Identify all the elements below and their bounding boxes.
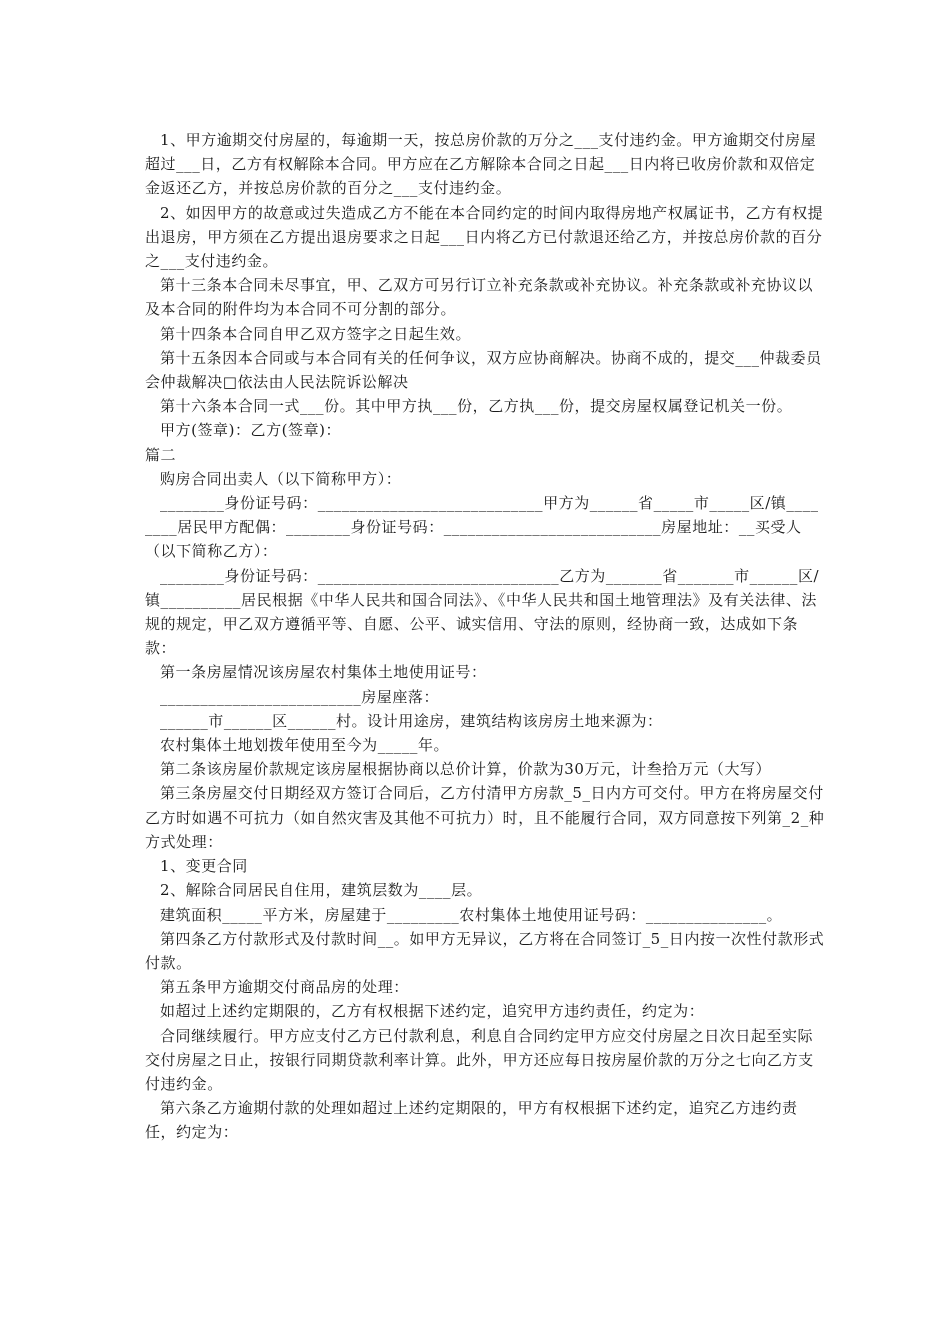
paragraph-article-3: 第三条房屋交付日期经双方签订合同后，乙方付清甲方房款_5_日内方可交付。甲方在将房屋交付乙方时如遇不可抗力（如自然灾害及其他不可抗力）时，且不能履行合同，双方同意按下列第_2_种方式处理： bbox=[145, 784, 825, 851]
document-body bbox=[145, 128, 825, 1145]
paragraph-building-area: 建筑面积_____平方米，房屋建于_________农村集体土地使用证号码：_______________。 bbox=[160, 905, 783, 924]
paragraph-article-15: 第十五条因本合同或与本合同有关的任何争议，双方应协商解决。协商不成的，提交___仲裁委员会仲裁解决□依法由人民法院诉讼解决 bbox=[145, 348, 822, 392]
paragraph-article-5-detail: 合同继续履行。甲方应支付乙方已付款利息，利息自合同约定甲方应交付房屋之日次日起至实际交付房屋之日止，按银行同期贷款利率计算。此外，甲方还应每日按房屋价款的万分之七向乙方支付违约金。 bbox=[145, 1026, 814, 1093]
paragraph-house-location: _________________________房屋座落： bbox=[160, 687, 440, 706]
paragraph-article-14: 第十四条本合同自甲乙双方签字之日起生效。 bbox=[160, 324, 472, 343]
paragraph-house-address: ______市______区______村。设计用途房，建筑结构该房房土地来源为： bbox=[160, 711, 663, 730]
paragraph-article-1: 第一条房屋情况该房屋农村集体土地使用证号： bbox=[160, 663, 487, 682]
paragraph-article-13: 第十三条本合同未尽事宜，甲、乙双方可另行订立补充条款或补充协议。补充条款或补充协议以及本合同的附件均为本合同不可分割的部分。 bbox=[145, 276, 814, 319]
paragraph-buyer-details: ________身份证号码：______________________________乙方为_______省_______市______区/镇__________居民根据《中华人民共和国合同法》、《中华人民共和国土地管理法》及有关法律、法规的规定，甲乙双方遵循平等、自愿、公平、诚实信用、守法的原则，经协商一致，达成如下条款： bbox=[145, 566, 820, 658]
paragraph-clause-2: 2、如因甲方的故意或过失造成乙方不能在本合同约定的时间内取得房地产权属证书，乙方有权提出退房，甲方须在乙方提出退房要求之日起___日内将乙方已付款退还给乙方，并按总房价款的百分之___支付违约金。 bbox=[145, 203, 824, 271]
paragraph-seller-details: ________身份证号码：____________________________甲方为______省_____市_____区/镇________居民甲方配偶：________身份证号码：___________________________房屋地址：__买受人（以下简称乙方）： bbox=[145, 494, 819, 561]
paragraph-article-4: 第四条乙方付款形式及付款时间__。如甲方无异议，乙方将在合同签订_5_日内按一次性付款形式付款。 bbox=[145, 929, 825, 972]
paragraph-land-use: 农村集体土地划拨年使用至今为_____年。 bbox=[160, 736, 450, 755]
paragraph-article-16: 第十六条本合同一式___份。其中甲方执___份，乙方执___份，提交房屋权属登记机关一份。 bbox=[160, 397, 793, 416]
paragraph-seller-intro: 购房合同出卖人（以下简称甲方）： bbox=[160, 469, 402, 488]
paragraph-article-6: 第六条乙方逾期付款的处理如超过上述约定期限的，甲方有权根据下述约定，追究乙方违约责任，约定为： bbox=[145, 1099, 798, 1142]
paragraph-option-1: 1、变更合同 bbox=[160, 857, 248, 876]
paragraph-article-5: 第五条甲方逾期交付商品房的处理： bbox=[160, 978, 409, 997]
signature-line: 甲方(签章)：乙方(签章)： bbox=[160, 421, 342, 440]
paragraph-clause-1: 1、甲方逾期交付房屋的，每逾期一天，按总房价款的万分之___支付违约金。甲方逾期交付房屋超过___日，乙方有权解除本合同。甲方应在乙方解除本合同之日起___日内将已收房价款和双倍定金返还乙方，并按总房价款的百分之___支付违约金。 bbox=[145, 131, 817, 198]
paragraph-option-2: 2、解除合同居民自住用，建筑层数为____层。 bbox=[160, 881, 483, 900]
paragraph-article-2: 第二条该房屋价款规定该房屋根据协商以总价计算，价款为30万元，计叁拾万元（大写） bbox=[160, 760, 772, 779]
paragraph-article-5-terms: 如超过上述约定期限的，乙方有权根据下述约定，追究甲方违约责任，约定为： bbox=[160, 1002, 705, 1021]
section-heading: 篇二 bbox=[145, 445, 177, 464]
